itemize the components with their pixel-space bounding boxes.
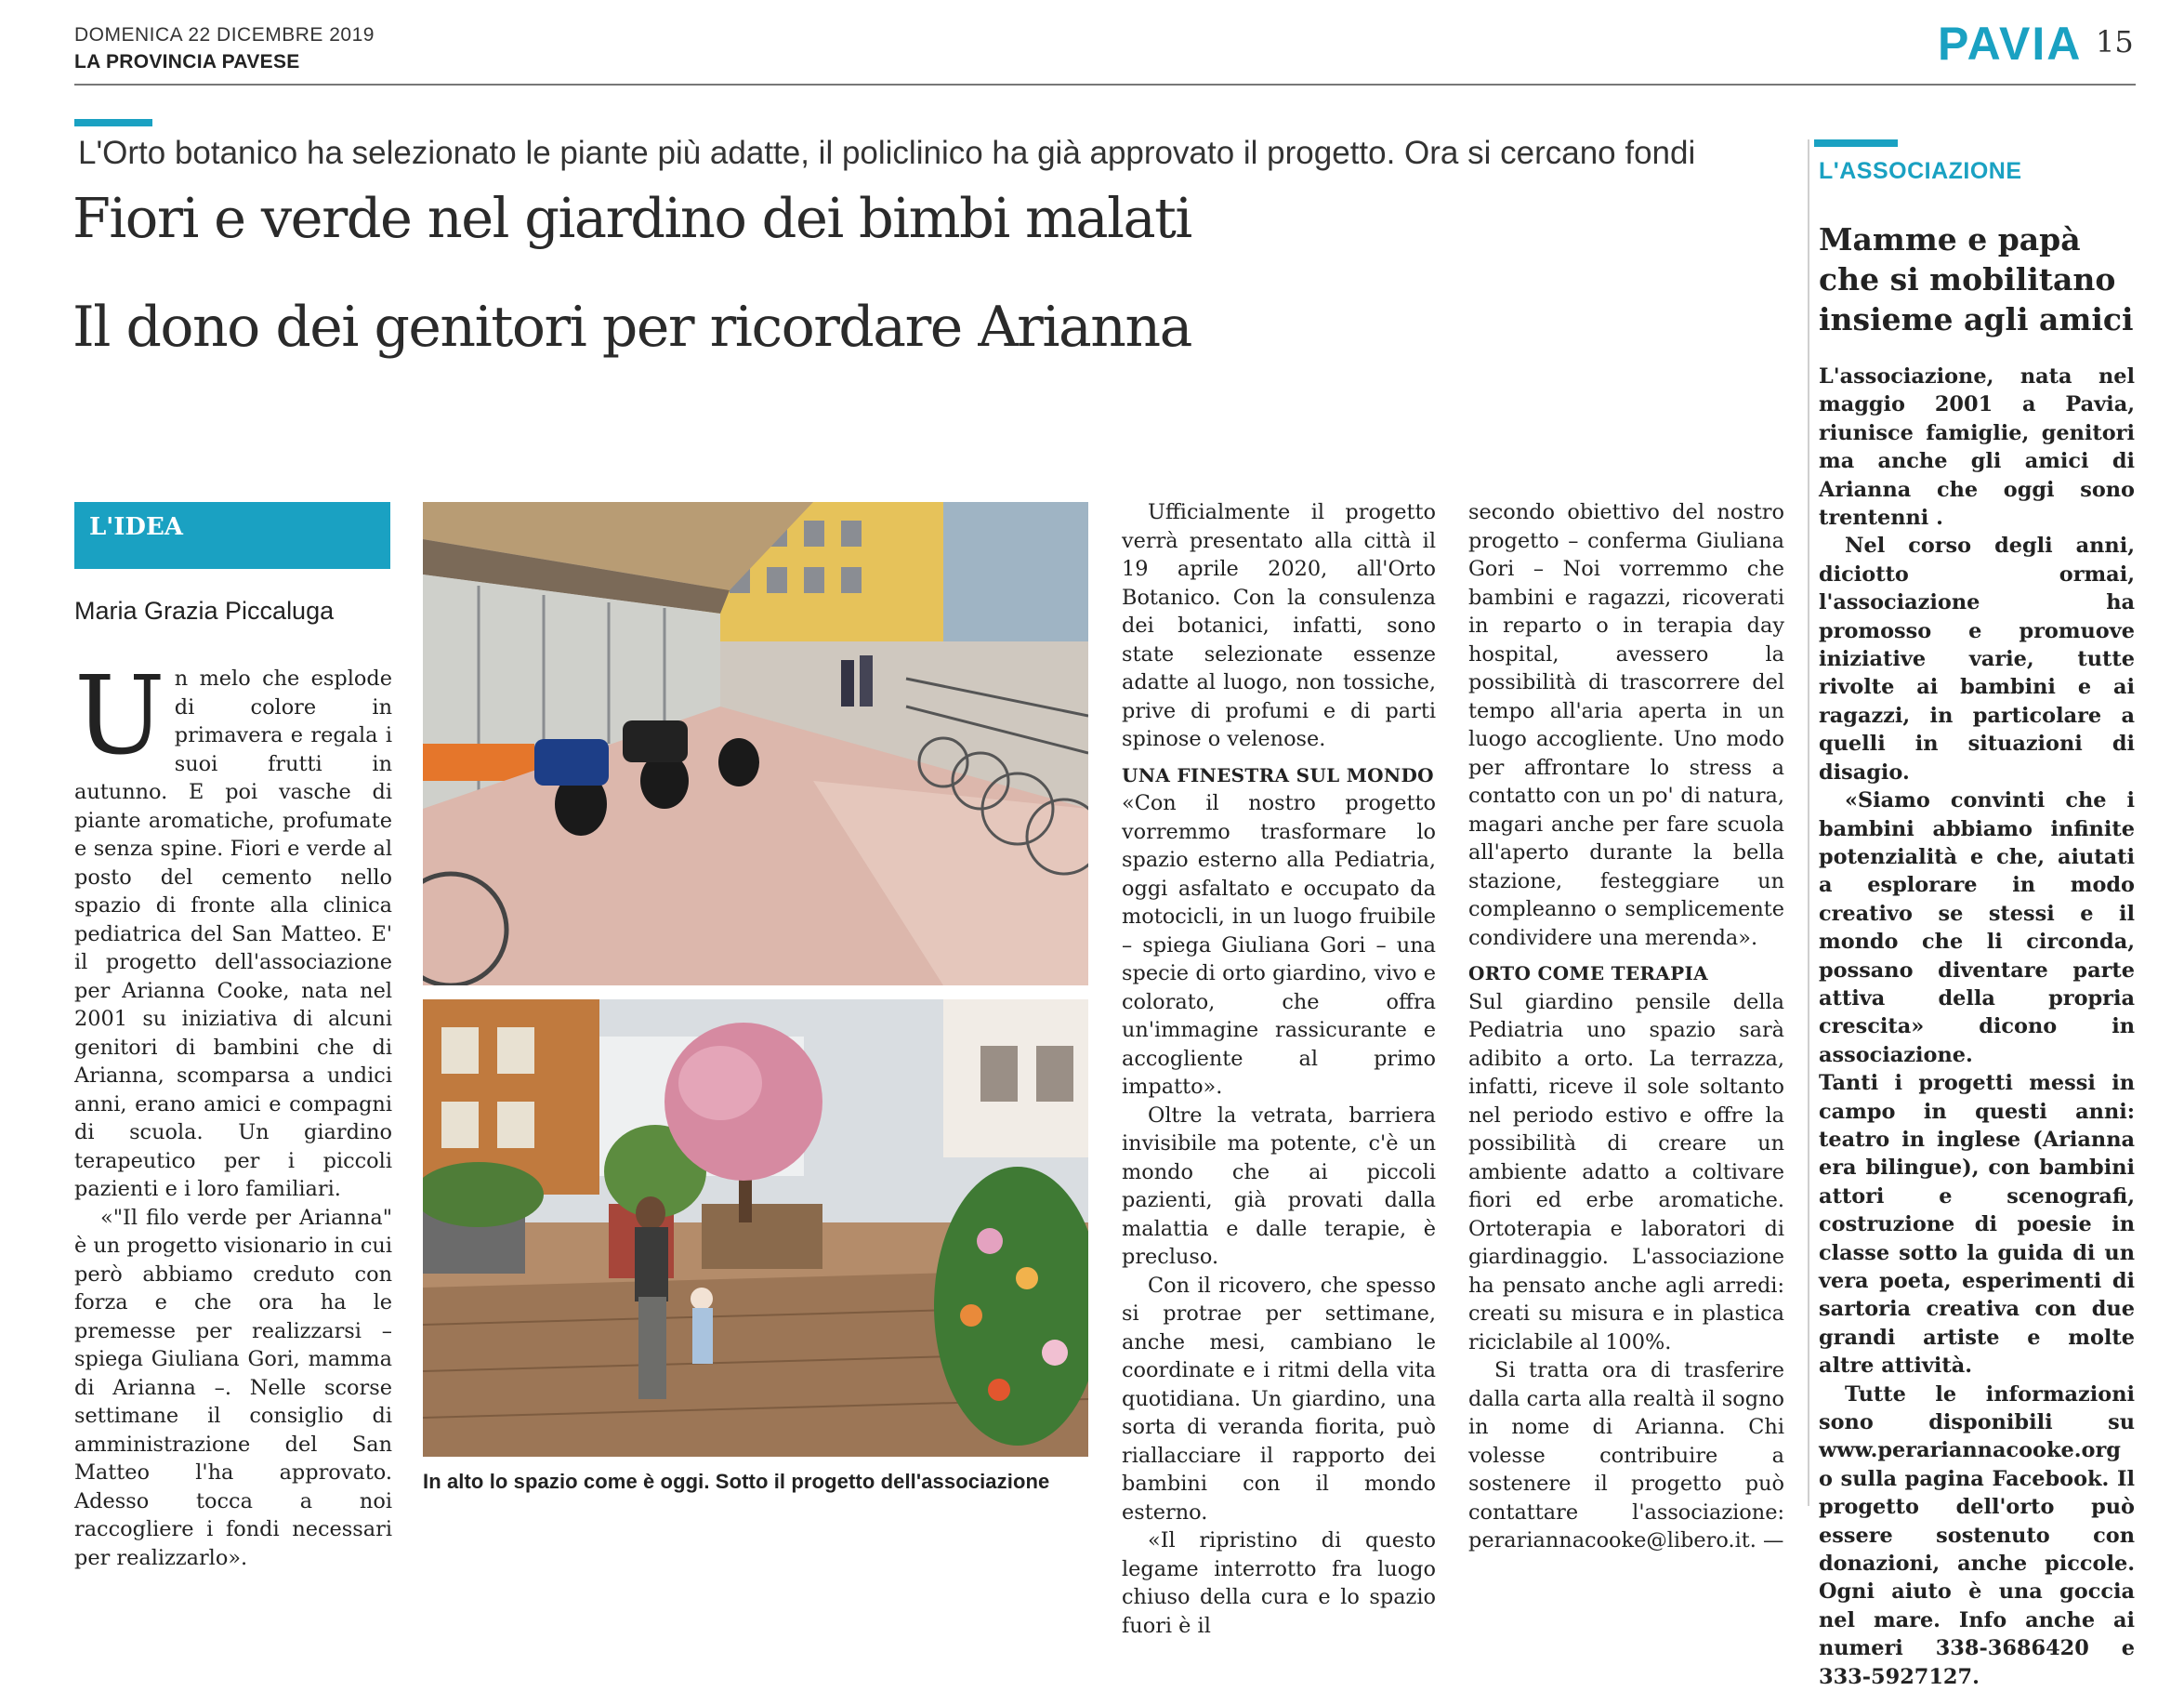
subheading: UNA FINESTRA SUL MONDO	[1122, 763, 1434, 786]
paragraph: «Il ripristino di questo legame interrotto fra luogo chiuso della cura e lo spazio fuori è il	[1122, 1528, 1436, 1638]
hospital-walkway-photo	[423, 502, 1088, 985]
paragraph: secondo obiettivo del nostro progetto – conferma Giuliana Gori – Noi vorremmo che bambini e ragazzi, ricoverati in reparto o in terapia day hospital, avessero la possibilità di trascorrere del tempo all'aria aperta in un luogo accogliente. Uno modo per affrontare lo stress a contatto con un po' di natura, magari anche per fare scuola all'aperto durante la bella stazione, festeggiare un compleanno o semplicemente condividere una merenda».	[1468, 500, 1784, 950]
sidebar-title: Mamme e papà che si mobilitano insieme agli amici	[1819, 221, 2134, 337]
paragraph: «Con il nostro progetto vorremmo trasformare lo spazio esterno alla Pediatria, oggi asfaltato e occupato da motocicli, in un luogo fruibile – spiega Giuliana Gori – una specie di orto giardino, vivo e colorato, che offra un'immagine rassicurante e accogliente al primo impatto».	[1122, 791, 1436, 1099]
photo-icon	[423, 502, 1088, 985]
photo-icon	[423, 999, 1088, 1457]
paragraph: n melo che esplode di colore in primavera e regala i suoi frutti in autunno. E poi vasche di piante aromatiche, profumate e senza spine. Fiori e verde al posto del cemento nello spazio di fronte alla clinica pediatrica del San Matteo. E' il progetto dell'associazione per Arianna Cooke, nata nel 2001 su iniziativa di alcuni genitori di bambini che di Arianna, scomparsa a undici anni, erano amici e compagni di scuola. Un giardino terapeutico per i piccoli pazienti e i loro familiari.	[74, 667, 392, 1201]
headline-line-2: Il dono dei genitori per ricordare Arianna	[72, 295, 1191, 360]
paragraph: Tanti i progetti messi in campo in questi anni: teatro in inglese (Arianna era bilingue), con bambini attori e scenografi, costruzione di poesie in classe sotto la guida di un vera poeta, esperimenti di sartoria creativa con due grandi artiste e molte altre attività.	[1819, 1071, 2135, 1379]
headline-line-1: Fiori e verde nel giardino dei bimbi malati	[72, 186, 1191, 250]
garden-rendering-photo	[423, 999, 1088, 1457]
article-column-1	[74, 654, 393, 1572]
header-divider	[74, 84, 2136, 86]
paragraph: Nel corso degli anni, diciotto ormai, l'associazione ha promosso e promuove iniziative varie, tutte rivolte ai bambini e ai ragazzi, in particolare a quelli in situazioni di disagio.	[1819, 534, 2135, 785]
paragraph: Si tratta ora di trasferire dalla carta alla realtà il sogno in nome di Arianna. Chi volesse contribuire a sostenere il progetto può contattare l'associazione: perariannacooke@libero.it. —	[1468, 1358, 1784, 1552]
paragraph: L'associazione, nata nel maggio 2001 a Pavia, riunisce famiglie, genitori ma anche gli amici di Arianna che oggi sono trentenni .	[1819, 364, 2135, 531]
paragraph: Ufficialmente il progetto verrà presentato alla città il 19 aprile 2020, all'Orto Botanico. Con la consulenza dei botanici, infatti, sono state selezionate essenze adatte al luogo, non tossiche, prive di profumi e di parti spinose o velenose.	[1122, 500, 1436, 751]
paragraph: Tutte le informazioni sono disponibili su www.perariannacooke.org o sulla pagina Facebook. Il progetto dell'orto può essere sostenuto con donazioni, anche piccole. Ogni aiuto è una goccia nel mare. Info anche ai numeri 338-3686420 e 333-5927127.	[1819, 1381, 2135, 1689]
section-name: PAVIA	[1938, 18, 2083, 70]
kicker: L'Orto botanico ha selezionato le piante più adatte, il policlinico ha già approvato il progetto. Ora si cercano fondi	[78, 135, 1696, 171]
subheading: ORTO COME TERAPIA	[1468, 962, 1708, 984]
paragraph: «"Il filo verde per Arianna" è un progetto visionario in cui però abbiamo creduto con forza e che ora ha le premesse per realizzarsi – spiega Giuliana Gori, mamma di Arianna –. Nelle scorse settimane il consiglio di amministrazione del San Matteo l'ha approvato. Adesso tocca a noi raccogliere i fondi necessari per realizzarlo».	[74, 1205, 393, 1570]
accent-bar	[74, 119, 152, 126]
page-number: 15	[2096, 24, 2134, 59]
article-column-4	[1468, 498, 1784, 1555]
paragraph: «Siamo convinti che i bambini abbiamo infinite potenzialità e che, aiutati a esplorare in modo creativo se stessi e il mondo che li circonda, possano diventare parte attiva della propria crescita» dicono in associazione.	[1819, 788, 2135, 1067]
sidebar-body	[1819, 363, 2135, 1691]
sidebar-label: L'ASSOCIAZIONE	[1819, 158, 2022, 184]
author-byline: Maria Grazia Piccaluga	[74, 597, 335, 625]
section-label: L'IDEA	[89, 513, 183, 541]
article-column-3	[1122, 498, 1436, 1640]
paper-name: LA PROVINCIA PAVESE	[74, 51, 300, 73]
drop-cap: U	[74, 654, 165, 779]
date-line: DOMENICA 22 DICEMBRE 2019	[74, 24, 375, 46]
sidebar-divider	[1808, 139, 1809, 1506]
photo-caption: In alto lo spazio come è oggi. Sotto il progetto dell'associazione	[423, 1470, 1050, 1493]
paragraph: Con il ricovero, che spesso si protrae per settimane, anche mesi, cambiano le coordinate e i ritmi della vita quotidiana. Un giardino, una sorta di veranda fiorita, può riallacciare il rapporto dei bambini con il mondo esterno.	[1122, 1273, 1436, 1525]
paragraph: Oltre la vetrata, barriera invisibile ma potente, c'è un mondo che ai piccoli pazienti, già provati dalla malattia e dalle terapie, è precluso.	[1122, 1103, 1436, 1269]
paragraph: Sul giardino pensile della Pediatria uno spazio sarà adibito a orto. La terrazza, infatti, riceve il sole soltanto nel periodo estivo e offre la possibilità di creare un ambiente adatto a coltivare fiori ed erbe aromatiche. Ortoterapia e laboratori di giardinaggio. L'associazione ha pensato anche agli arredi: creati su misura e in plastica riciclabile al 100%.	[1468, 989, 1784, 1354]
accent-bar	[1814, 139, 1898, 147]
